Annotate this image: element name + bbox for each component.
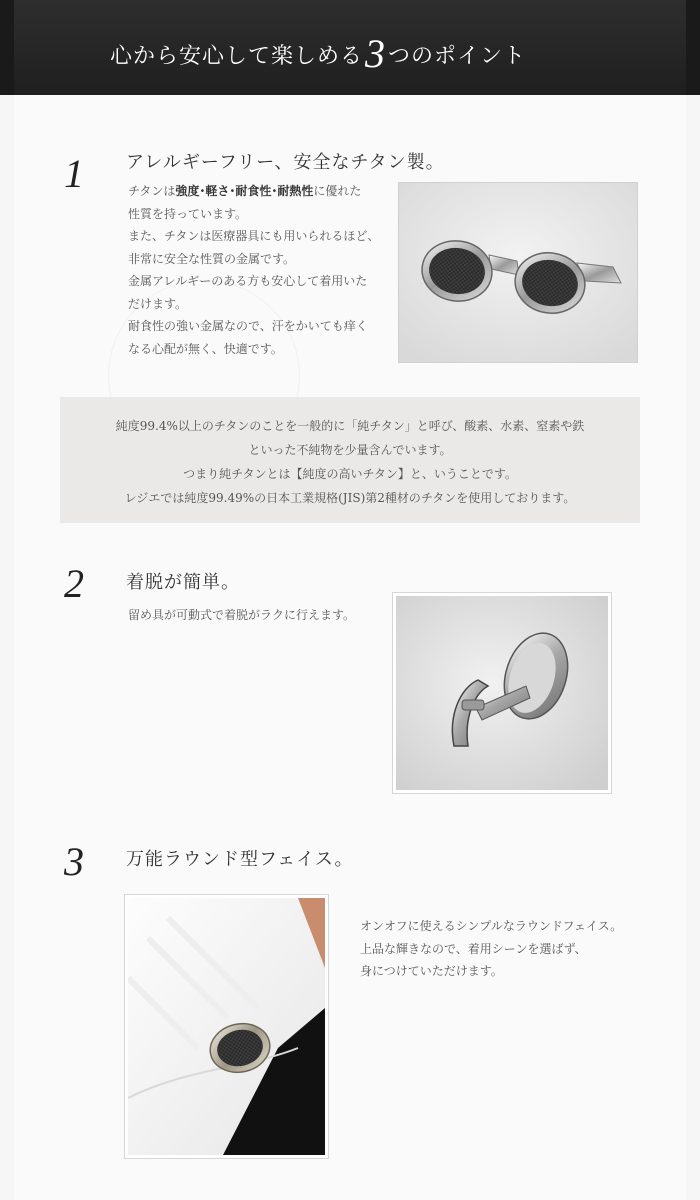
point-3-body: [360, 915, 660, 983]
point-2-number: 2: [64, 561, 84, 606]
point-2-line: 留め具が可動式で着脱がラクに行えます。: [128, 608, 356, 622]
point-1-line: だけます。: [128, 296, 188, 311]
point-1-line: また、チタンは医療器具にも用いられるほど、: [128, 229, 380, 243]
header-banner: [0, 0, 700, 95]
cufflinks-pair-illustration: [399, 183, 638, 363]
point-3-number: 3: [64, 839, 84, 884]
point-3-line: 身につけていただけます。: [360, 964, 503, 978]
point-1-intro-bold: 強度･軽さ･耐食性･耐熱性: [175, 184, 314, 198]
note-line: レジエでは純度99.49%の日本工業規格(JIS)第2種材のチタンを使用しております。: [124, 491, 576, 505]
point-1-number: 1: [64, 151, 84, 196]
point-1-body: [128, 180, 388, 360]
point-3-line: 上品な輝きなので、着用シーンを選ばず、: [360, 941, 587, 956]
point-3-heading: 万能ラウンド型フェイス。: [126, 849, 354, 870]
cufflink-side-illustration: [396, 596, 608, 790]
cufflinks-pair-photo: [398, 182, 638, 363]
cufflink-side-photo: [393, 593, 611, 793]
note-line: 純度99.4%以上のチタンのことを一般的に「純チタン」と呼び、酸素、水素、窒素や鉄: [115, 419, 585, 433]
point-1-heading: アレルギーフリー、安全なチタン製。: [126, 152, 445, 173]
point-1-line: 非常に安全な性質の金属です。: [128, 251, 296, 266]
point-3-line: オンオフに使えるシンプルなラウンドフェイス。: [360, 919, 623, 933]
note-line: といった不純物を少量含んでいます。: [248, 443, 452, 457]
note-line: つまり純チタンとは【純度の高いチタン】と、いうことです。: [183, 467, 517, 481]
point-1-line: なる心配が無く、快適です。: [128, 341, 283, 356]
header-title-suffix: つのポイント: [388, 44, 527, 69]
point-1-line: 性質を持っています。: [128, 206, 248, 221]
point-2-body: [128, 604, 388, 627]
cufflink-worn-photo: [125, 895, 328, 1158]
header-title: [110, 30, 526, 77]
titanium-note-box: [60, 397, 640, 523]
point-1-intro-suffix: に優れた: [313, 184, 362, 198]
header-title-text: 心から安心して楽しめる: [110, 44, 364, 69]
shirt-cuff-illustration: [128, 898, 325, 1155]
header-title-number: 3: [365, 31, 387, 76]
point-1-intro-prefix: チタンは: [128, 184, 176, 198]
point-1-line: 耐食性の強い金属なので、汗をかいても痒く: [128, 319, 368, 333]
point-2-heading: 着脱が簡単。: [126, 572, 240, 593]
point-1-intro: [128, 180, 388, 203]
point-1-line: 金属アレルギーのある方も安心して着用いた: [128, 274, 368, 288]
